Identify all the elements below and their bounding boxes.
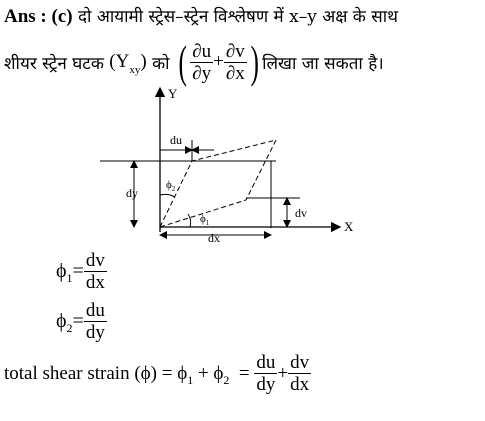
answer-prefix: Ans : (c) — [4, 6, 73, 27]
shear-strain-component-text: शीयर स्ट्रेन घटक — [4, 53, 104, 74]
answer-line-2 — [4, 38, 384, 86]
phi1-equation — [56, 250, 107, 293]
total-shear-strain-equation — [4, 352, 311, 395]
open-paren: ( — [178, 36, 187, 87]
phi1-label: $\phi_1$ — [200, 213, 210, 227]
deformed-element — [160, 140, 276, 227]
dv-dx-fraction — [84, 250, 107, 293]
component-symbol — [109, 51, 147, 76]
frac-den: ∂x — [225, 62, 245, 84]
phi2-label: $\phi_2$ — [166, 179, 176, 193]
component-close: ) — [140, 51, 147, 72]
du-label: du — [170, 133, 182, 147]
frac-den: dx — [85, 272, 105, 293]
answer-intro-text: दो आयामी स्ट्रेस–स्ट्रेन विश्लेषण में x–y अक्ष के साथ — [78, 7, 399, 27]
frac-num: du — [85, 300, 105, 321]
du-dy-fraction — [84, 300, 107, 343]
phi1-symbol: $\phi_1$ — [56, 260, 73, 285]
frac-num: dv — [290, 352, 310, 373]
frac-den: dy — [85, 322, 105, 343]
component-open: (Y — [109, 51, 130, 72]
dv-dx-fraction — [288, 352, 311, 395]
frac-den: dy — [256, 374, 276, 395]
phi2-equation — [56, 300, 107, 343]
plus-sign: + — [277, 362, 289, 384]
dy-label: dy — [126, 186, 138, 200]
equals-sign: = — [238, 362, 250, 384]
frac-num: du — [256, 352, 276, 373]
partial-u-y-fraction — [190, 41, 213, 84]
phi2-arc — [160, 194, 175, 197]
total-shear-strain-text: total shear strain $(\phi) = \phi_1 + \phi_2$ — [4, 362, 230, 387]
component-subscript: xy — [129, 64, 141, 76]
frac-num: dv — [85, 250, 105, 271]
can-be-written-text: लिखा जा सकता है। — [262, 53, 384, 74]
phi1-arc — [188, 214, 191, 227]
partial-v-x-fraction — [224, 41, 247, 84]
shear-strain-diagram — [0, 80, 485, 250]
dx-label: dx — [208, 231, 220, 245]
dv-label: dv — [295, 206, 307, 220]
phi2-symbol: $\phi_2$ — [56, 310, 73, 335]
frac-den: dx — [290, 374, 310, 395]
ko-text: को — [152, 53, 170, 74]
frac-den: ∂y — [192, 62, 212, 84]
frac-num: ∂v — [225, 40, 245, 62]
du-dy-fraction — [254, 352, 277, 395]
x-axis-label: X — [344, 219, 354, 234]
y-axis-label: Y — [168, 86, 178, 101]
plus-sign: + — [213, 51, 224, 72]
close-paren: ) — [250, 36, 259, 87]
equals-sign: = — [72, 260, 84, 282]
answer-line-1 — [4, 4, 398, 28]
frac-num: ∂u — [192, 40, 212, 62]
equals-sign: = — [72, 310, 84, 332]
